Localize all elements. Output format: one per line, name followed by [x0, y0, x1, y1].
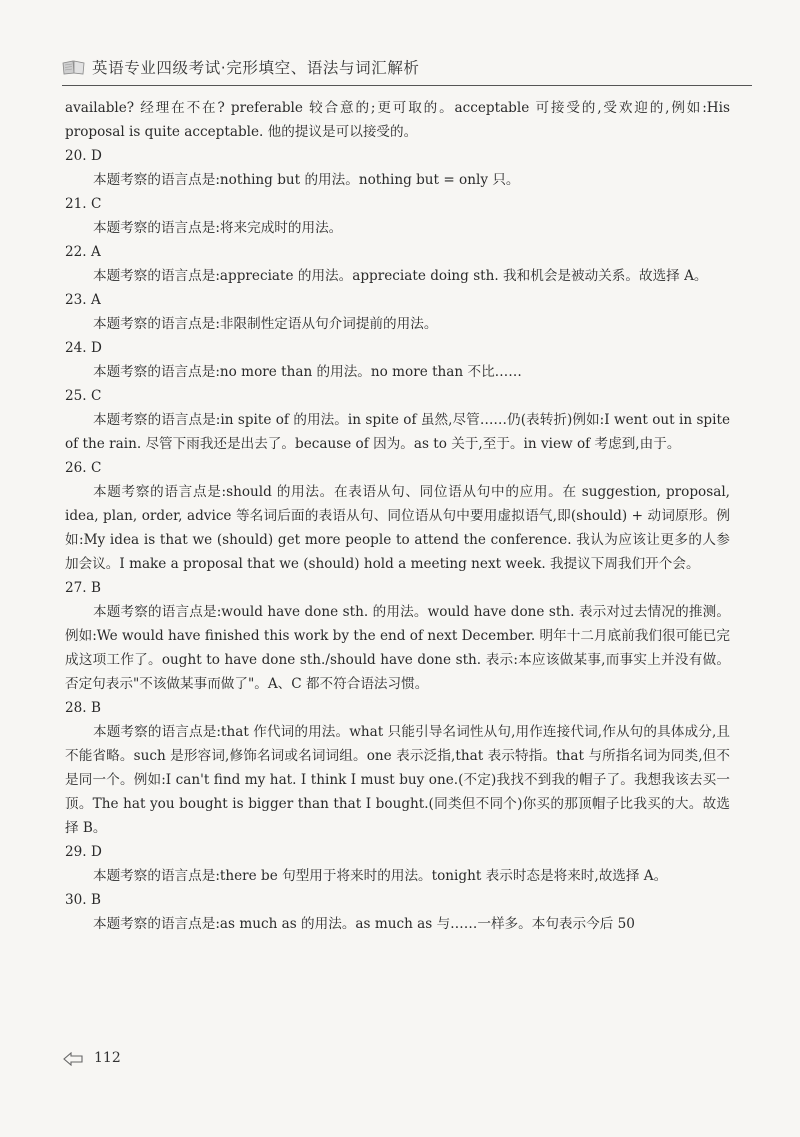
answer-explanations: [65, 96, 730, 936]
explanation-paragraph: 本题考察的语言点是:nothing but 的用法。nothing but = only 只。: [93, 172, 520, 188]
explanation-paragraph: 本题考察的语言点是:非限制性定语从句介词提前的用法。: [93, 316, 438, 332]
answer-key: 21. C: [65, 196, 102, 212]
answer-key: 22. A: [65, 244, 101, 260]
explanation-paragraph: 本题考察的语言点是:appreciate 的用法。appreciate doing sth. 我和机会是被动关系。故选择 A。: [93, 268, 708, 284]
answer-key: 25. C: [65, 388, 102, 404]
explanation-paragraph: 本题考察的语言点是:as much as 的用法。as much as 与……一样多。本句表示今后 50: [93, 916, 635, 932]
answer-key: 30. B: [65, 892, 101, 908]
explanation-paragraph: 本题考察的语言点是:there be 句型用于将来时的用法。tonight 表示时态是将来时,故选择 A。: [93, 868, 668, 884]
book-icon: [62, 58, 86, 76]
explanation-paragraph: 本题考察的语言点是:would have done sth. 的用法。would have done sth. 表示对过去情况的推测。例如:We would have finished this work by the end of next December. 明年十二月底前我们很可能已完成这项工作了。ought to have done sth./should have done sth. 表示:本应该做某事,而事实上并没有做。否定句表示"不该做某事而做了"。A、C 都不符合语法习惯。: [65, 604, 730, 692]
answer-key: 20. D: [65, 148, 102, 164]
page-header: [62, 50, 752, 84]
header-title: 英语专业四级考试·完形填空、语法与词汇解析: [92, 59, 420, 77]
explanation-paragraph: 本题考察的语言点是:should 的用法。在表语从句、同位语从句中的应用。在 suggestion, proposal, idea, plan, order, advice 等名词后面的表语从句、同位语从句中要用虚拟语气,即(should) + 动词原形。例如:My idea is that we (should) get more people to attend the conference. 我认为应该让更多的人参加会议。I make a proposal that we (should) hold a meeting next week. 我提议下周我们开个会。: [65, 484, 730, 572]
answer-key: 29. D: [65, 844, 102, 860]
explanation-paragraph: available? 经理在不在? preferable 较合意的;更可取的。acceptable 可接受的,受欢迎的,例如:His proposal is quite acceptable. 他的提议是可以接受的。: [65, 100, 730, 140]
explanation-paragraph: 本题考察的语言点是:that 作代词的用法。what 只能引导名词性从句,用作连接代词,作从句的具体成分,且不能省略。such 是形容词,修饰名词或名词词组。one 表示泛指,that 表示特指。that 与所指名词为同类,但不是同一个。例如:I can't find my hat. I think I must buy one.(不定)我找不到我的帽子了。我想我该去买一顶。The hat you bought is bigger than that I bought.(同类但不同个)你买的那顶帽子比我买的大。故选择 B。: [65, 724, 730, 836]
answer-key: 23. A: [65, 292, 101, 308]
page-footer: [62, 1046, 121, 1070]
left-arrow-icon: [62, 1051, 84, 1065]
answer-key: 28. B: [65, 700, 101, 716]
explanation-paragraph: 本题考察的语言点是:no more than 的用法。no more than 不比……: [93, 364, 522, 380]
answer-key: 27. B: [65, 580, 101, 596]
answer-key: 26. C: [65, 460, 102, 476]
page-number: 112: [94, 1050, 121, 1066]
explanation-paragraph: 本题考察的语言点是:将来完成时的用法。: [93, 220, 343, 236]
header-divider: [62, 85, 752, 86]
answer-key: 24. D: [65, 340, 102, 356]
explanation-paragraph: 本题考察的语言点是:in spite of 的用法。in spite of 虽然,尽管……仍(表转折)例如:I went out in spite of the rain. 尽管下雨我还是出去了。because of 因为。as to 关于,至于。in view of 考虑到,由于。: [65, 412, 730, 452]
